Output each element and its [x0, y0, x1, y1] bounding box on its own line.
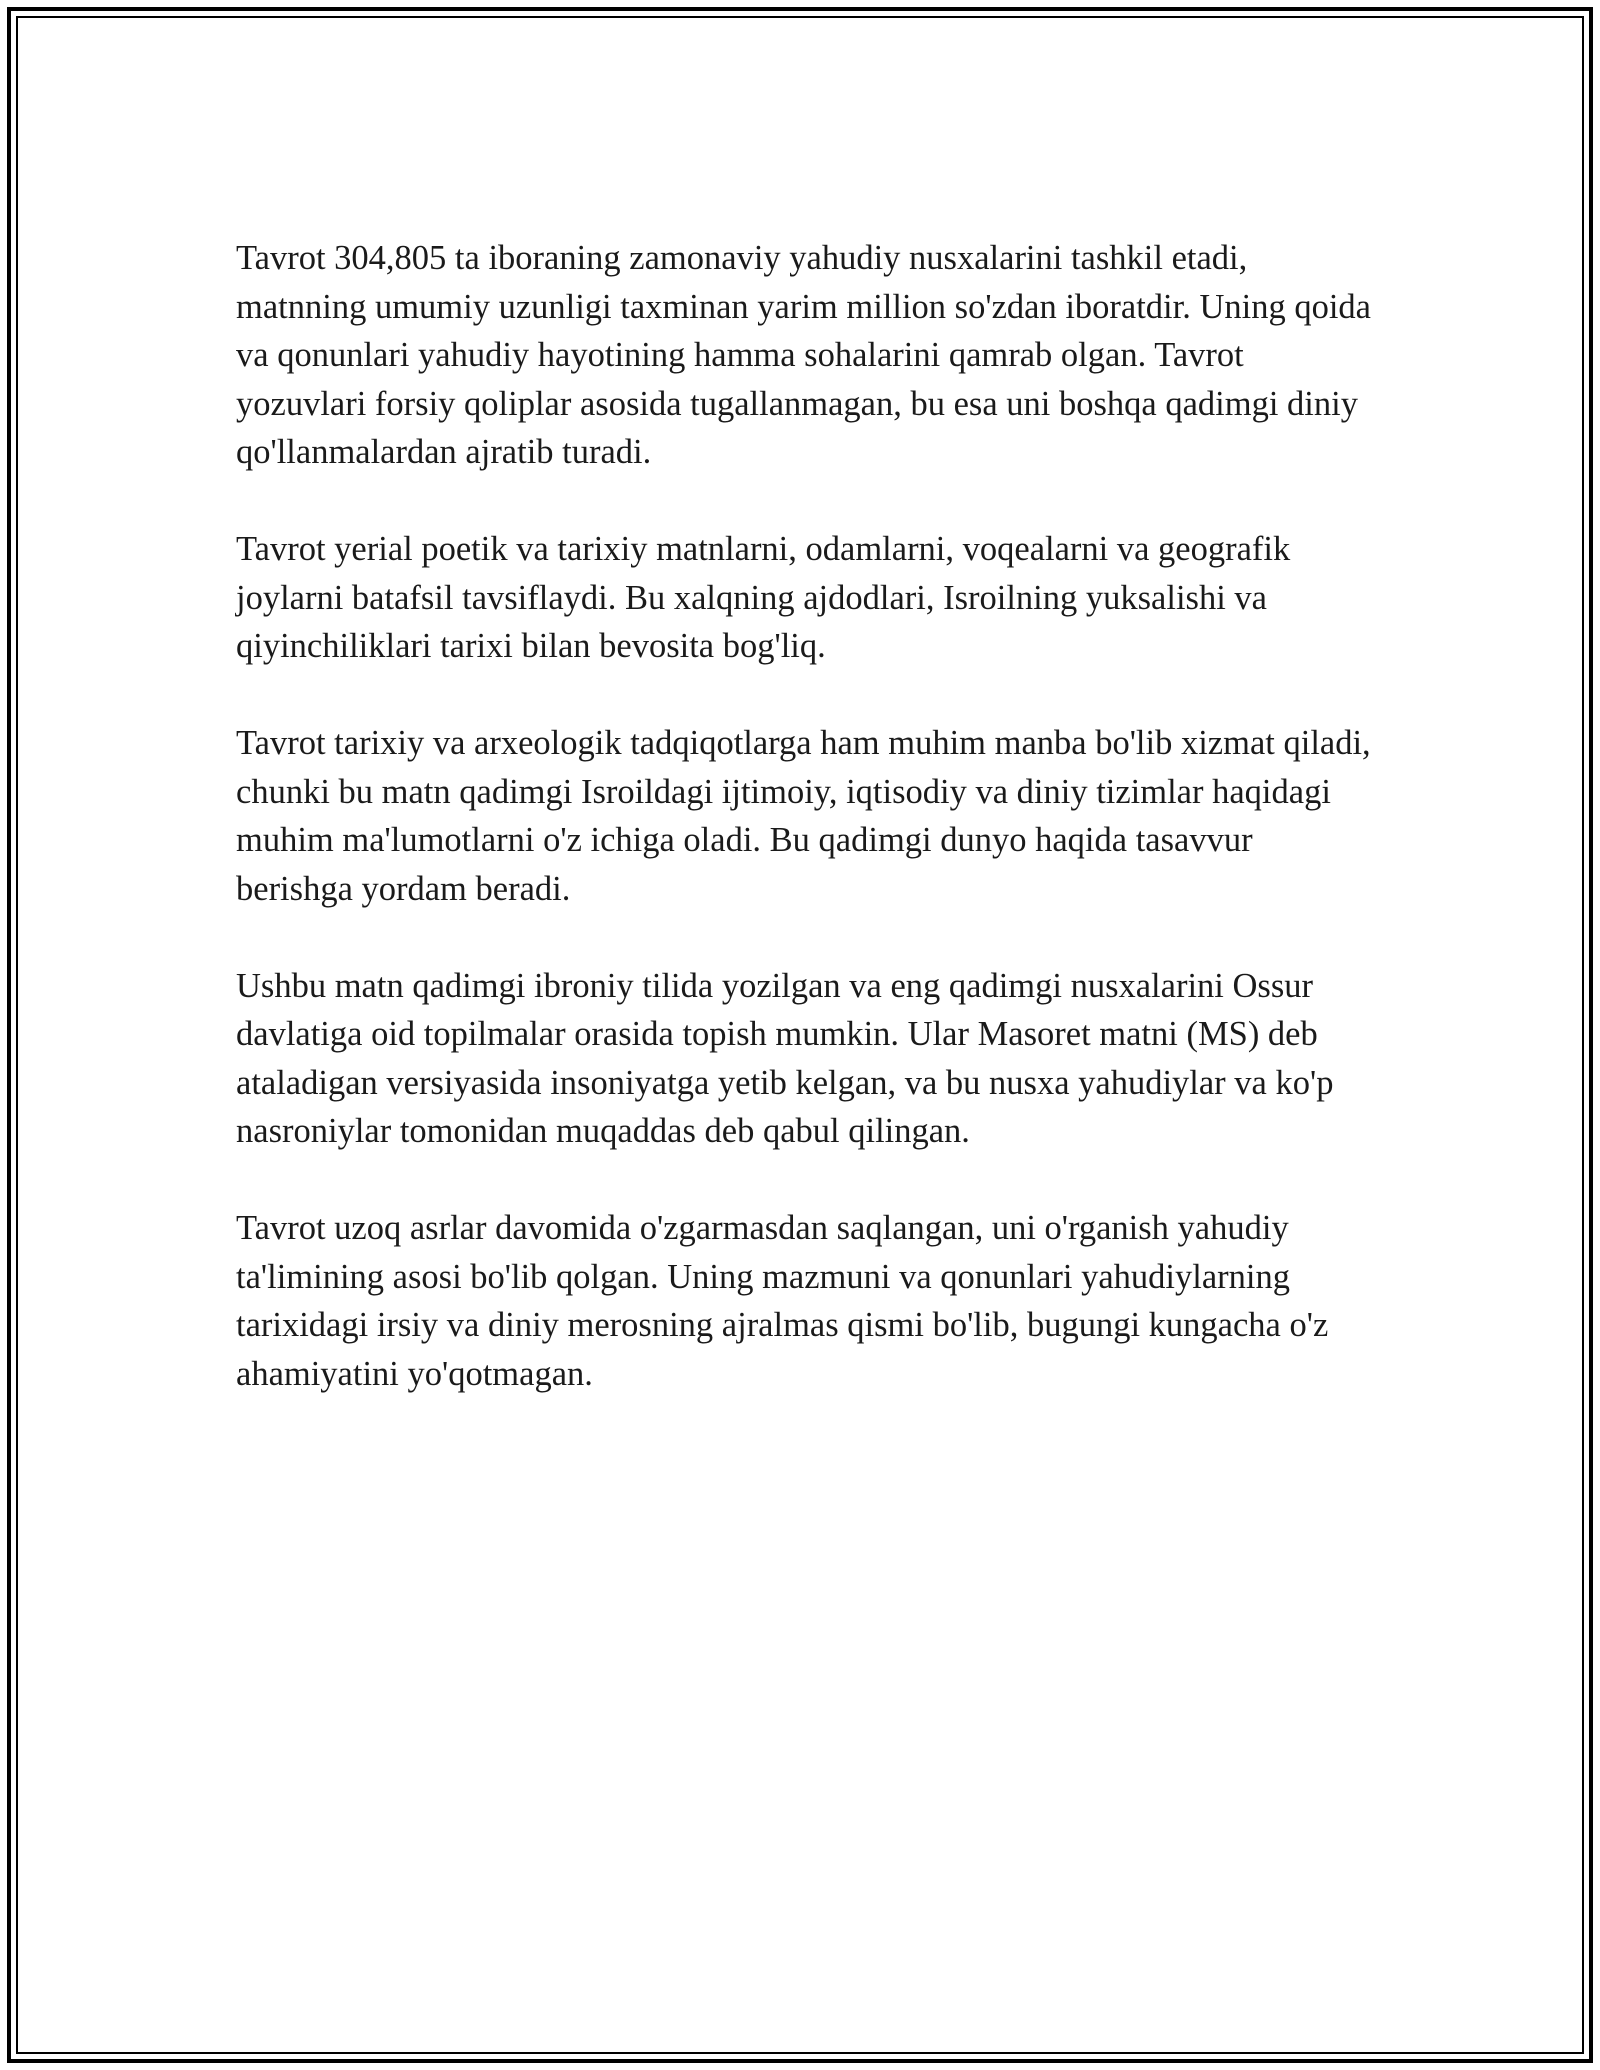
- paragraph-4: Ushbu matn qadimgi ibroniy tilida yozilgan va eng qadimgi nusxalarini Ossur davlatiga oid topilmalar orasida topish mumkin. Ular Masoret matni (MS) deb ataladigan versiyasida insoniyatga yetib kelgan, va bu nusxa yahudiylar va ko'p nasroniylar tomonidan muqaddas deb qabul qilingan.: [236, 966, 1334, 1150]
- paragraph-1: Tavrot 304,805 ta iboraning zamonaviy yahudiy nusxalarini tashkil etadi, matnning umumiy uzunligi taxminan yarim million so'zdan iboratdir. Uning qoida va qonunlari yahudiy hayotining hamma sohalarini qamrab olgan. Tavrot yozuvlari forsiy qoliplar asosida tugallanmagan, bu esa uni boshqa qadimgi diniy qo'llanmalardan ajratib turadi.: [236, 239, 1371, 471]
- paragraph-5: Tavrot uzoq asrlar davomida o'zgarmasdan saqlangan, uni o'rganish yahudiy ta'limining asosi bo'lib qolgan. Uning mazmuni va qonunlari yahudiylarning tarixidagi irsiy va diniy merosning ajralmas qismi bo'lib, bugungi kungacha o'z ahamiyatini yo'qotmagan.: [236, 1209, 1329, 1393]
- paragraph-3: Tavrot tarixiy va arxeologik tadqiqotlarga ham muhim manba bo'lib xizmat qiladi, chunki bu matn qadimgi Isroildagi ijtimoiy, iqtisodiy va diniy tizimlar haqidagi muhim ma'lumotlarni o'z ichiga oladi. Bu qadimgi dunyo haqida tasavvur berishga yordam beradi.: [236, 724, 1371, 908]
- paragraph-2: Tavrot yerial poetik va tarixiy matnlarni, odamlarni, voqealarni va geografik joylarni batafsil tavsiflaydi. Bu xalqning ajdodlari, Isroilning yuksalishi va qiyinchiliklari tarixi bilan bevosita bog'liq.: [236, 530, 1291, 665]
- document-body: [236, 234, 1376, 1447]
